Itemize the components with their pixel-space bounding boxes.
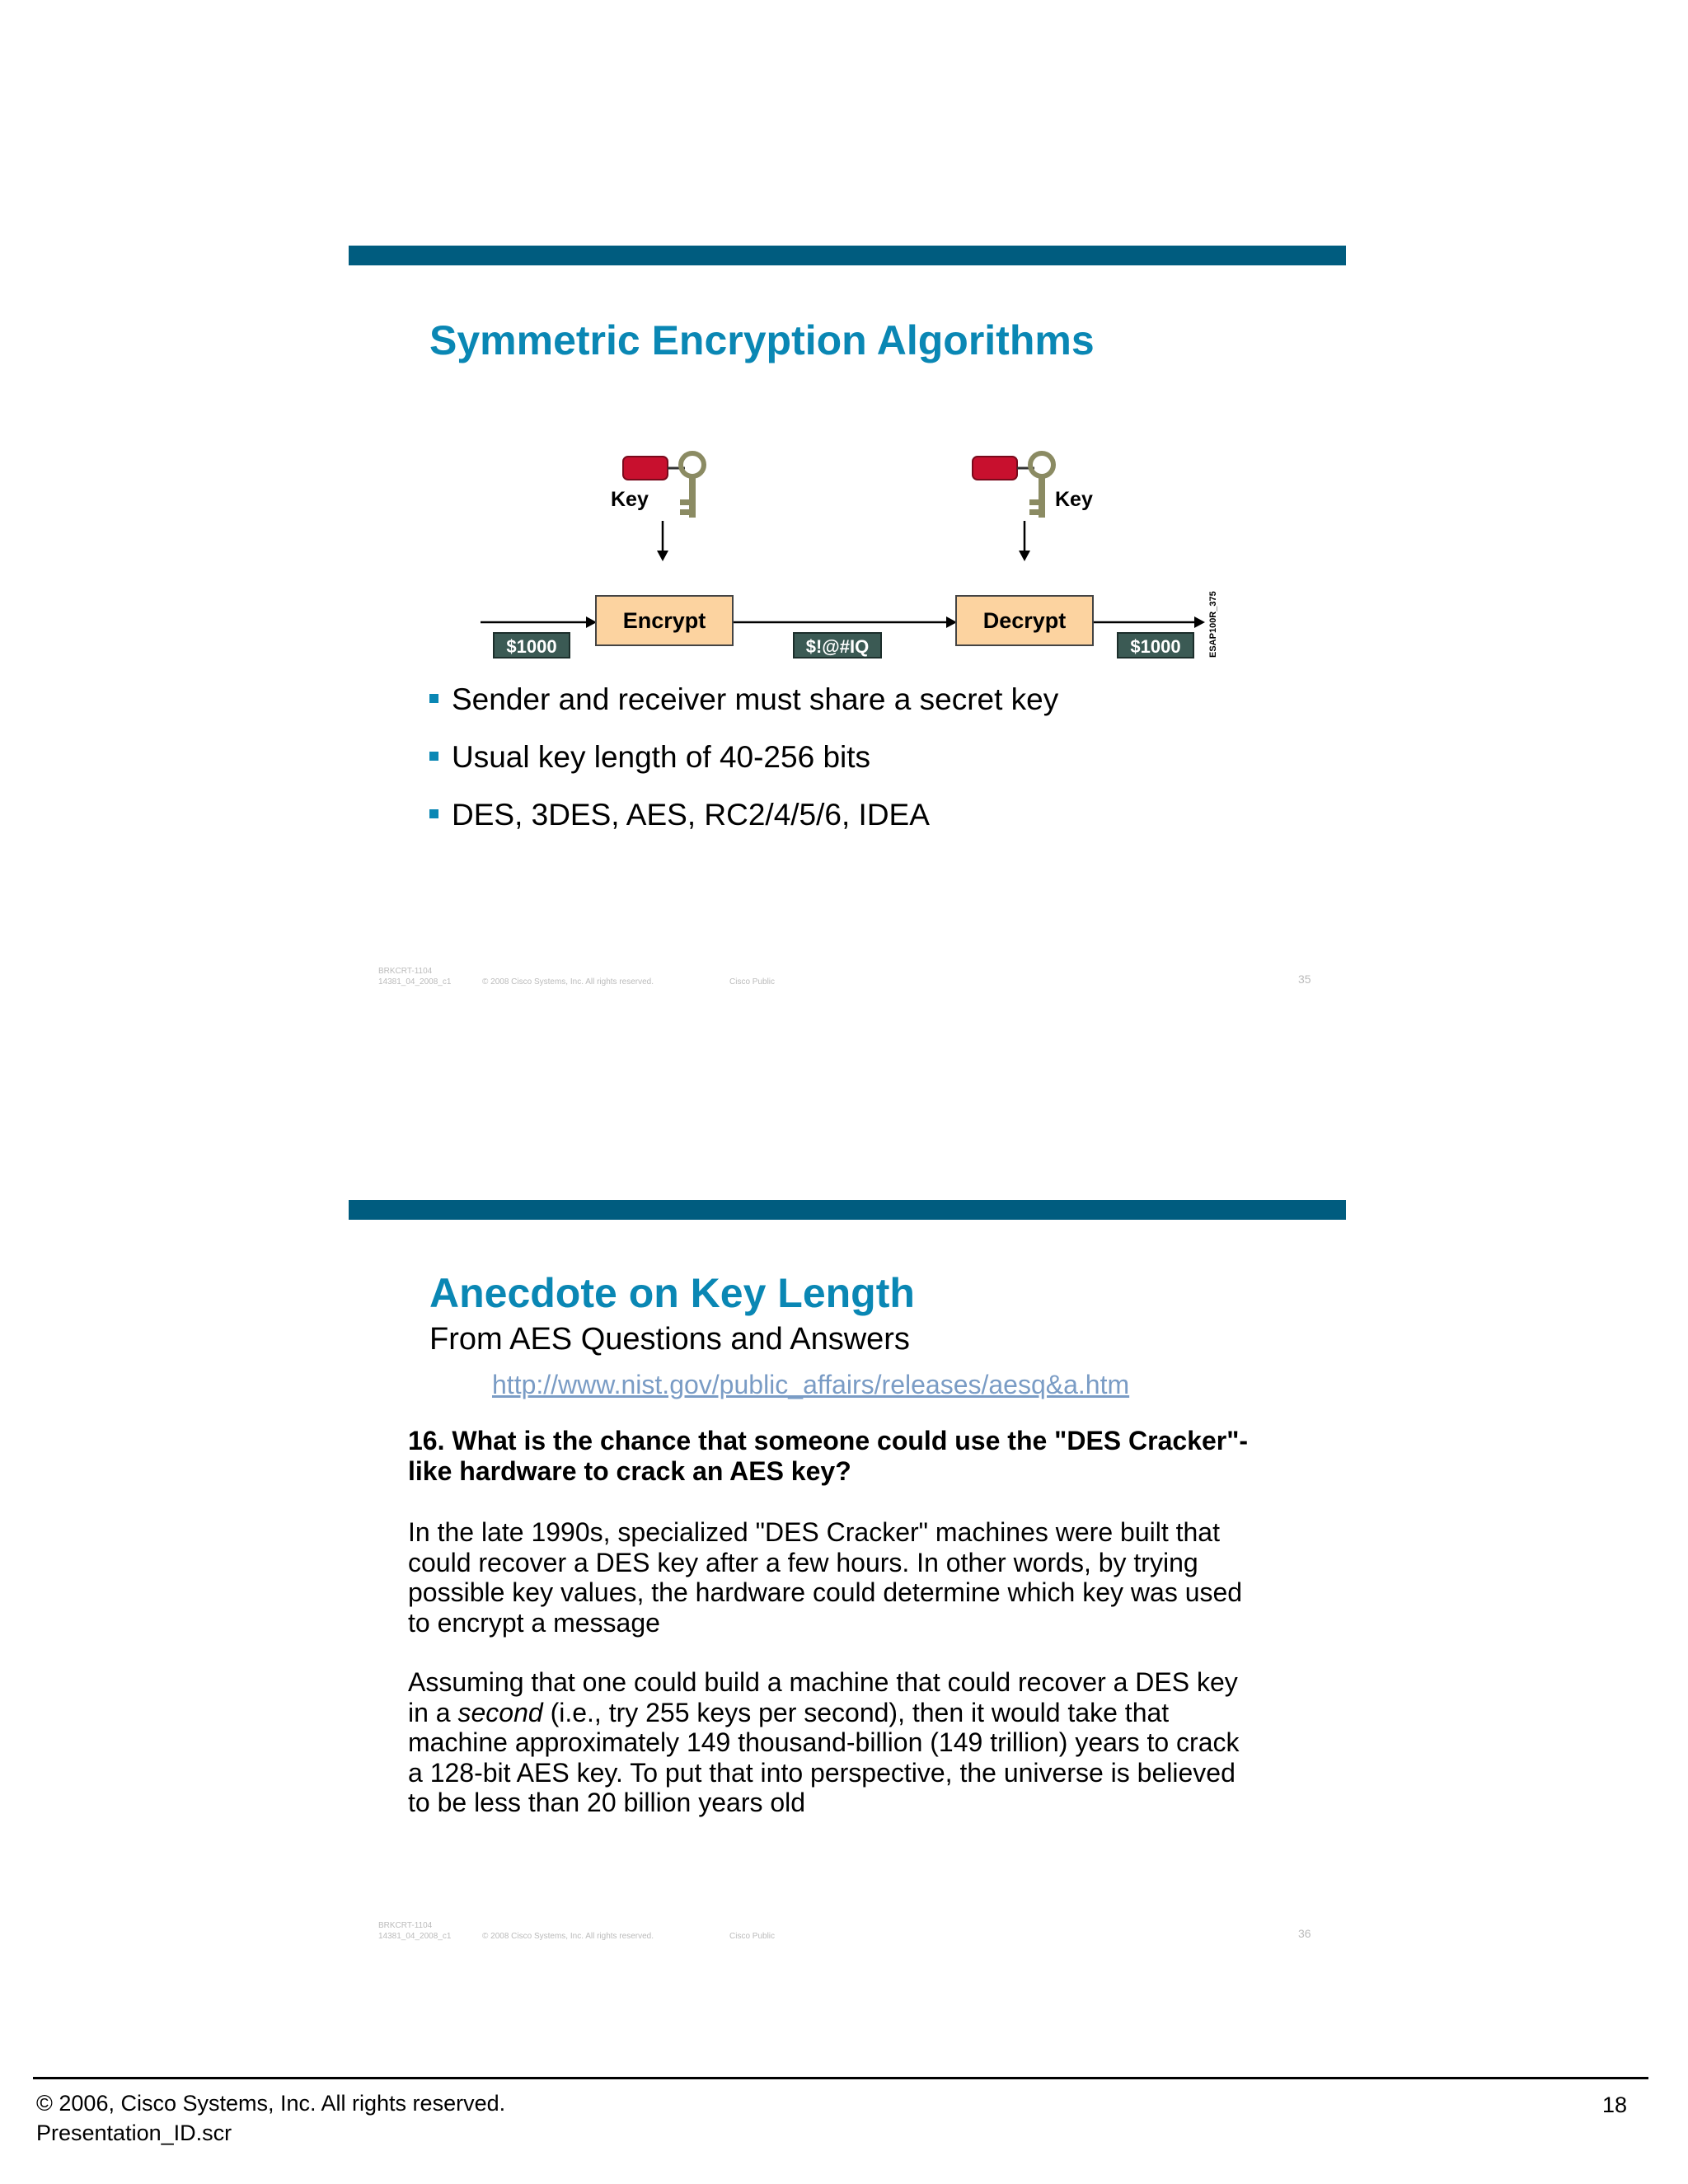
page-footer-file: Presentation_ID.scr xyxy=(36,2121,232,2145)
paragraph-aes-estimate: Assuming that one could build a machine that could recover a DES key in a second (i.e., try 255 keys per second), then it would take that machine approximately 149 thousand-billion (149 trillion) years to crack a 128-bit AES key. To put that into perspective, the universe is believed to be less than 20 billion years old xyxy=(408,1667,1240,1817)
slide-footer-session: BRKCRT-1104 14381_04_2008_c1 xyxy=(378,1921,452,1941)
nist-link[interactable]: http://www.nist.gov/public_affairs/releases/aesq&a.htm xyxy=(492,1370,1130,1399)
arrow-plaintext-out xyxy=(1093,616,1205,628)
decrypt-label: Decrypt xyxy=(982,608,1067,633)
bullet-item xyxy=(429,671,1058,729)
ciphertext-label: $!@#IQ xyxy=(805,636,870,657)
arrow-ciphertext xyxy=(732,616,957,628)
plaintext-in-label: $1000 xyxy=(506,636,557,657)
slide-footer-page: 36 xyxy=(1298,1927,1311,1940)
bullet-text: Usual key length of 40-256 bits xyxy=(452,740,871,774)
slide-title: Symmetric Encryption Algorithms xyxy=(429,317,1095,363)
bullet-item xyxy=(429,786,1058,844)
slide-footer-page: 35 xyxy=(1298,972,1311,986)
slide-footer-classification: Cisco Public xyxy=(729,1932,776,1941)
bullet-text: DES, 3DES, AES, RC2/4/5/6, IDEA xyxy=(452,798,930,832)
slide-title: Anecdote on Key Length xyxy=(429,1270,915,1316)
slide-footer-copyright: © 2008 Cisco Systems, Inc. All rights reserved. xyxy=(482,977,654,987)
page-footer-copyright: © 2006, Cisco Systems, Inc. All rights reserved. xyxy=(36,2091,506,2116)
slide-header-bar xyxy=(349,246,1346,265)
slide-footer-session: BRKCRT-1104 14381_04_2008_c1 xyxy=(378,967,452,987)
arrow-plaintext-in xyxy=(481,616,597,628)
page-footer-left xyxy=(36,2088,505,2148)
slide-symmetric-encryption xyxy=(349,246,1346,1004)
bullet-marker xyxy=(429,752,438,761)
arrow-key-to-decrypt xyxy=(1019,521,1030,561)
paragraph-des-cracker: In the late 1990s, specialized "DES Cracker" machines were built that could recover a DES key after a few hours. In other words, by trying possible key values, the hardware could determine which key was used to encrypt a message xyxy=(408,1517,1243,1638)
slide-footer-copyright: © 2008 Cisco Systems, Inc. All rights reserved. xyxy=(482,1932,654,1941)
slide-subtitle: From AES Questions and Answers xyxy=(429,1322,910,1357)
slide-footer-classification: Cisco Public xyxy=(729,977,776,987)
slide-header-bar xyxy=(349,1200,1346,1220)
figure-id: ESAP100R_375 xyxy=(1208,591,1218,658)
key-left-label: Key xyxy=(611,488,649,511)
encrypt-label: Encrypt xyxy=(622,608,706,633)
question-heading: 16. What is the chance that someone could use the "DES Cracker"- like hardware to crack an AES key? xyxy=(408,1426,1249,1486)
key-right-label: Key xyxy=(1055,488,1093,511)
bullet-marker xyxy=(429,809,438,818)
slide-anecdote-key-length xyxy=(349,1200,1346,1958)
arrow-key-to-encrypt xyxy=(657,521,668,561)
key-right-icon xyxy=(973,453,1053,518)
plaintext-out-label: $1000 xyxy=(1130,636,1181,657)
page-number: 18 xyxy=(1602,2093,1628,2117)
bullet-item xyxy=(429,729,1058,786)
encryption-diagram xyxy=(349,435,1218,682)
page-footer-rule xyxy=(33,2077,1648,2079)
bullet-list xyxy=(429,671,1058,844)
bullet-text: Sender and receiver must share a secret key xyxy=(452,682,1059,716)
bullet-marker xyxy=(429,694,438,703)
